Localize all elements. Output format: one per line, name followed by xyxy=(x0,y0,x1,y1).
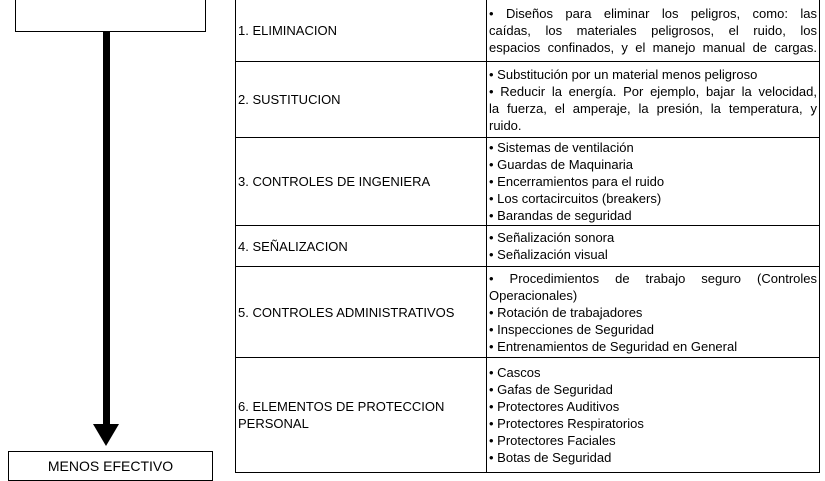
description-line: • Entrenamientos de Seguridad en General xyxy=(489,338,738,354)
most-effective-box xyxy=(15,0,206,32)
control-row-ppe xyxy=(236,358,820,473)
control-row-engineering xyxy=(236,138,820,226)
control-name xyxy=(236,62,487,138)
control-description xyxy=(487,226,820,267)
least-effective-label: MENOS EFECTIVO xyxy=(47,458,174,474)
description-line: • Gafas de Seguridad xyxy=(489,382,613,397)
description-line: espacios confinados, y el manejo manual de cargas. xyxy=(489,39,817,55)
description-line: caídas, los materiales peligrosos, el ruido, los xyxy=(489,22,817,38)
description-line: Operacionales) xyxy=(489,287,578,303)
control-name xyxy=(236,0,487,62)
description-line: ruido. xyxy=(489,117,522,133)
least-effective-box xyxy=(8,451,213,481)
description-line: • Procedimientos de trabajo seguro (Controles xyxy=(489,270,817,286)
control-description xyxy=(487,358,820,473)
description-line: • Rotación de trabajadores xyxy=(489,304,643,320)
description-line: • Cascos xyxy=(489,365,541,380)
description-line: • Señalización visual xyxy=(489,247,608,262)
control-description xyxy=(487,138,820,226)
description-line: • Encerramientos para el ruido xyxy=(489,174,665,189)
description-line: • Diseños para eliminar los peligros, como: las xyxy=(489,5,817,21)
description-line: • Protectores Auditivos xyxy=(489,399,620,414)
description-line: • Botas de Seguridad xyxy=(489,450,612,465)
control-name-text: 1. ELIMINACION xyxy=(238,22,337,38)
control-row-signage xyxy=(236,226,820,267)
description-line: • Substitución por un material menos peligroso xyxy=(489,66,758,82)
control-row-elimination xyxy=(236,0,820,62)
description-line: • Sistemas de ventilación xyxy=(489,140,634,155)
control-description xyxy=(487,0,820,62)
hierarchy-of-controls-table xyxy=(235,0,820,473)
description-line: • Protectores Faciales xyxy=(489,433,616,448)
description-line: la fuerza, el amperaje, la presión, la temperatura, y xyxy=(489,100,817,116)
control-name xyxy=(236,138,487,226)
description-line: • Los cortacircuitos (breakers) xyxy=(489,191,662,206)
control-name-text: 4. SEÑALIZACION xyxy=(238,238,348,254)
control-name-text: PERSONAL xyxy=(238,416,309,431)
control-description xyxy=(487,62,820,138)
description-line: • Inspecciones de Seguridad xyxy=(489,321,654,337)
control-name xyxy=(236,358,487,473)
control-name-text: 3. CONTROLES DE INGENIERA xyxy=(238,174,431,189)
description-line: • Reducir la energía. Por ejemplo, bajar la velocidad, xyxy=(489,83,817,99)
description-line: • Barandas de seguridad xyxy=(489,208,632,223)
control-name xyxy=(236,226,487,267)
down-arrow-icon xyxy=(93,424,119,446)
description-line: • Protectores Respiratorios xyxy=(489,416,644,431)
description-line: • Guardas de Maquinaria xyxy=(489,157,634,172)
description-line: • Señalización sonora xyxy=(489,230,615,245)
control-name xyxy=(236,267,487,358)
control-row-substitution xyxy=(236,62,820,138)
control-name-text: 2. SUSTITUCION xyxy=(238,92,341,107)
control-row-administrative xyxy=(236,267,820,358)
control-description xyxy=(487,267,820,358)
effectiveness-arrow-shaft xyxy=(103,32,110,426)
control-name-text: 6. ELEMENTOS DE PROTECCION xyxy=(238,399,445,414)
control-name-text: 5. CONTROLES ADMINISTRATIVOS xyxy=(238,304,455,320)
